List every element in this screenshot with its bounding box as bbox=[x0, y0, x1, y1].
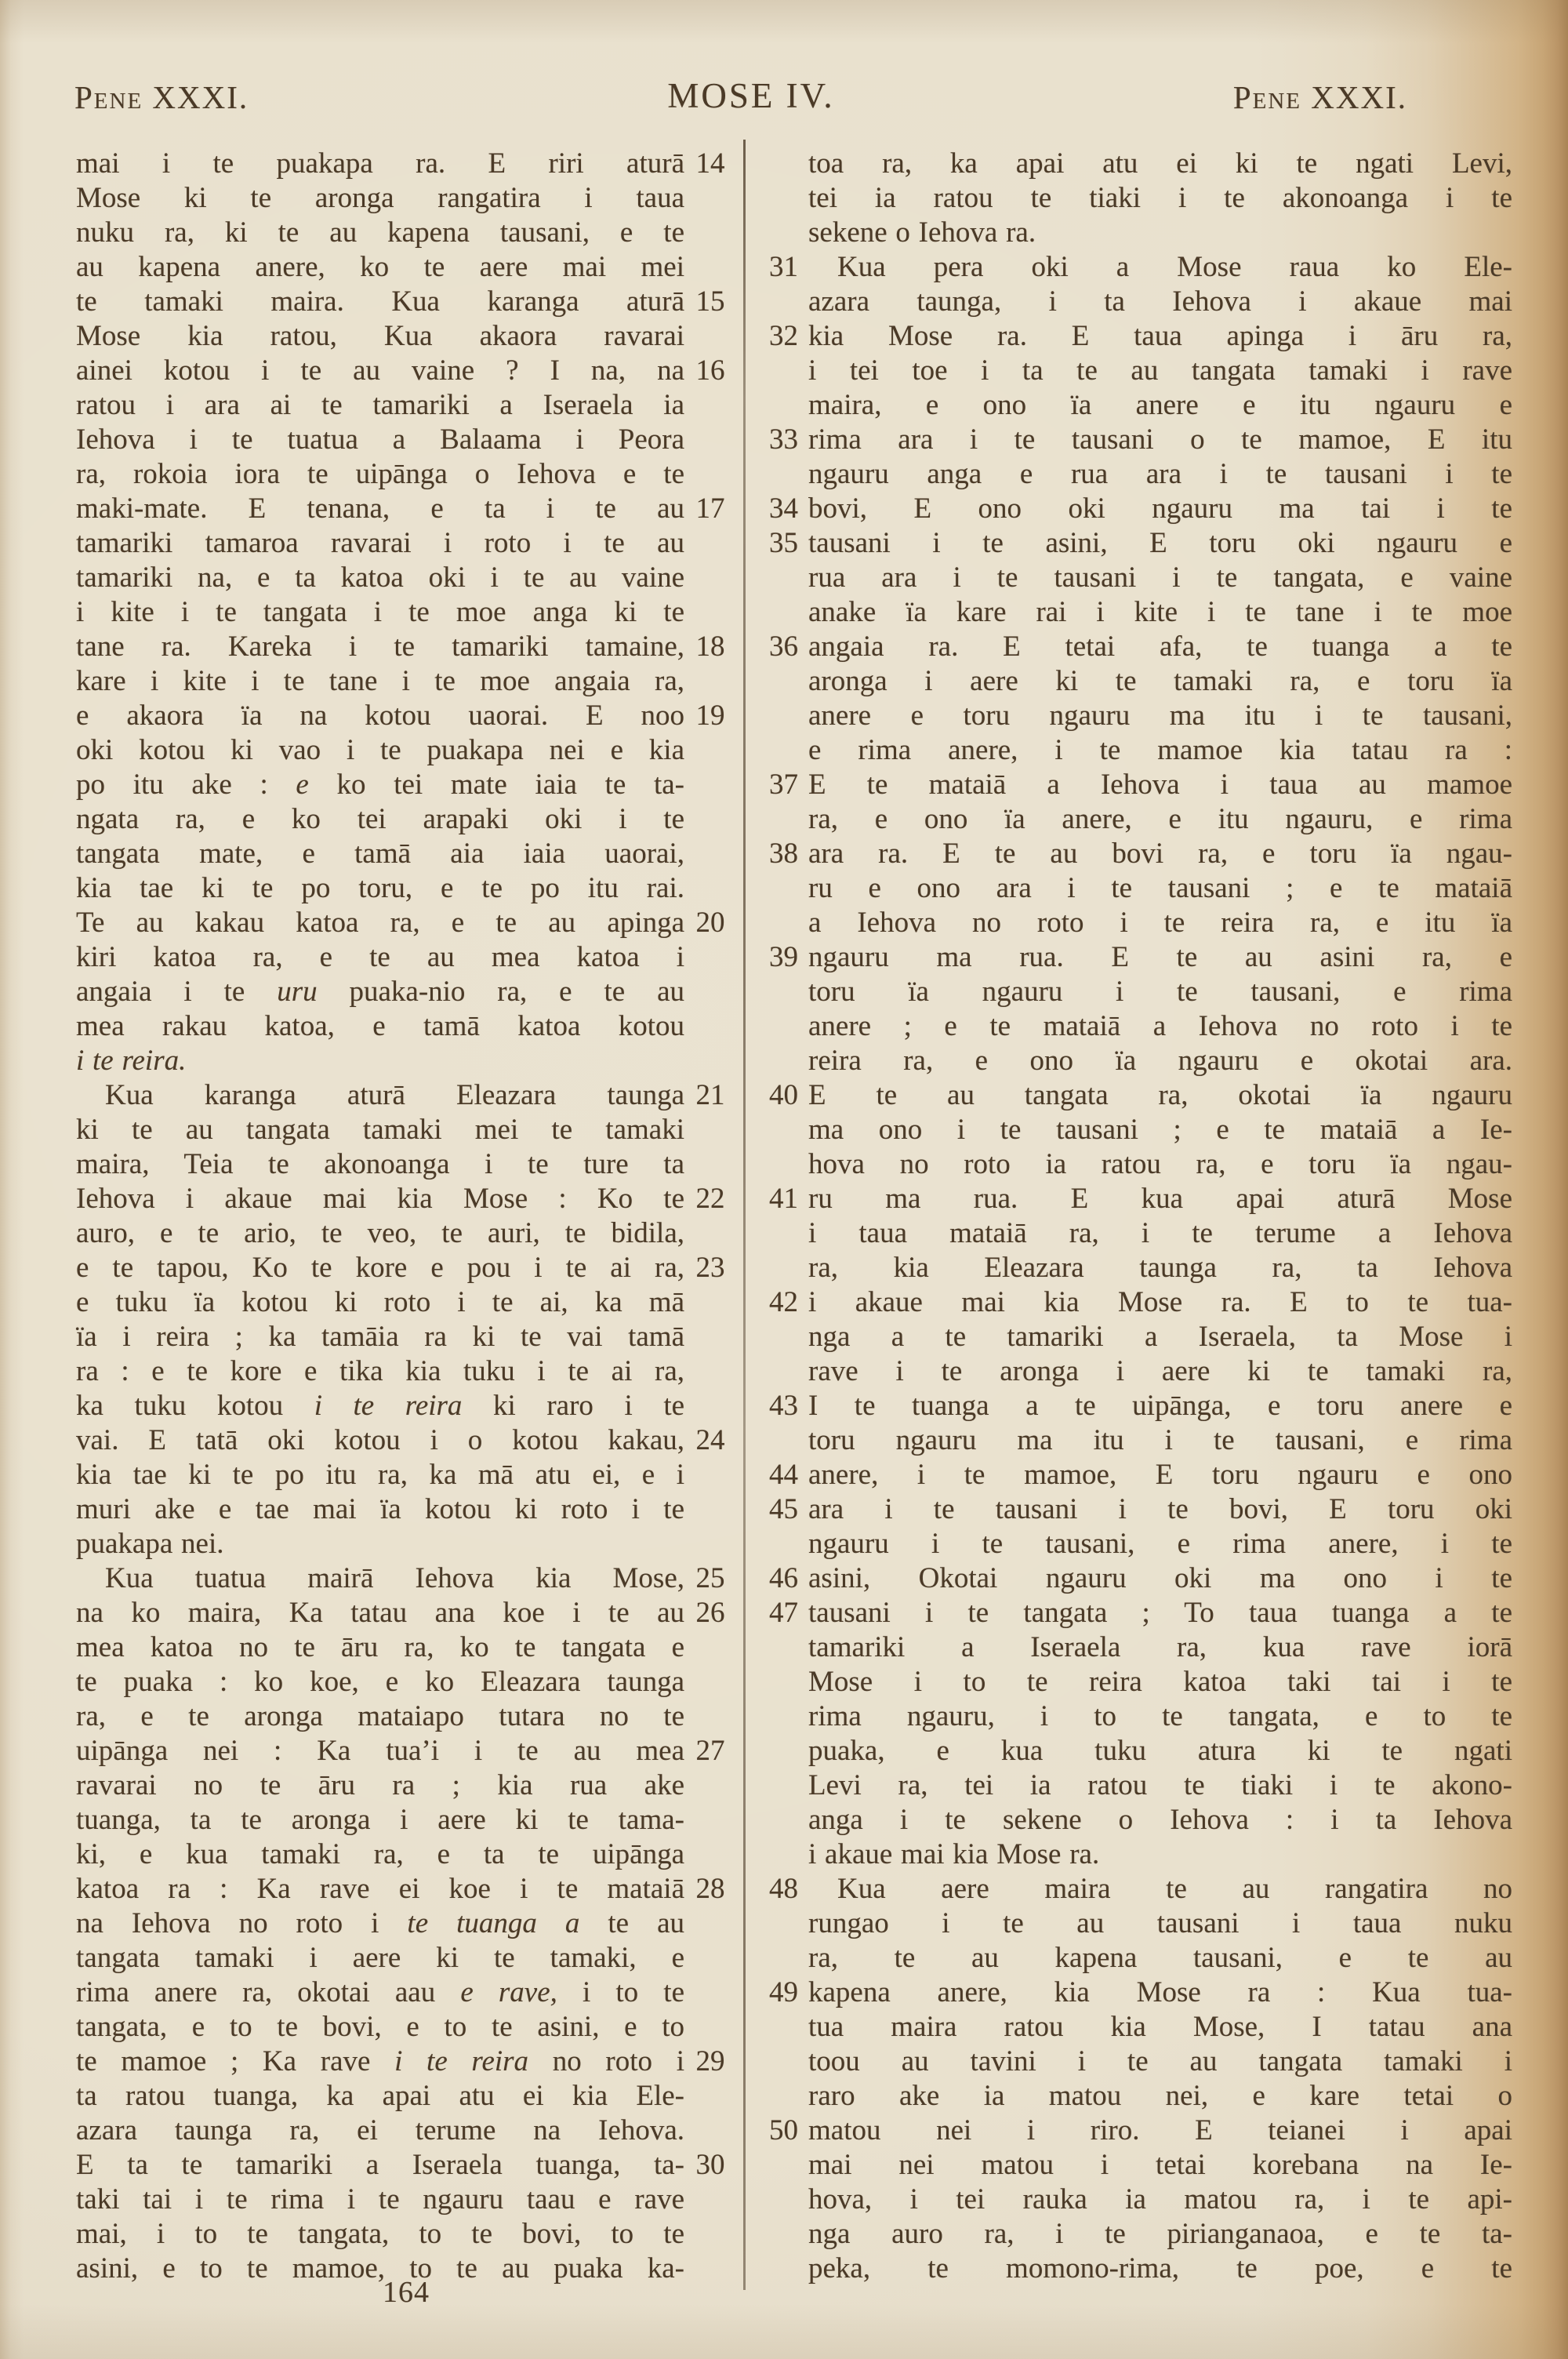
text-line: hova no roto ia ratou ra, e toru ïa ngau- bbox=[808, 1148, 1512, 1180]
text-line: po itu ake : e ko tei mate iaia te ta- bbox=[76, 769, 684, 801]
verse-number: 44 bbox=[769, 1459, 798, 1491]
text-line: na ko maira, Ka tatau ana koe i te au bbox=[76, 1597, 684, 1629]
text-line: sekene o Iehova ra. bbox=[808, 216, 1036, 249]
text-line: nuku ra, ki te au kapena tausani, e te bbox=[76, 216, 684, 249]
text-line: mea rakau katoa, e tamā katoa kotou bbox=[76, 1010, 684, 1042]
text-line: e rima anere, i te mamoe kia tatau ra : bbox=[808, 734, 1512, 766]
verse-number: 36 bbox=[769, 631, 798, 663]
text-line: ngauru anga e rua ara i te tausani i te bbox=[808, 458, 1512, 490]
text-line: mai nei matou i tetai korebana na Ie- bbox=[808, 2149, 1512, 2181]
verse-number: 33 bbox=[769, 423, 798, 456]
text-line: rua ara i te tausani i te tangata, e vaine bbox=[808, 562, 1512, 594]
text-line: ngauru ma rua. E te au asini ra, e bbox=[808, 941, 1512, 973]
verse-number: 32 bbox=[769, 320, 798, 352]
verse-number: 42 bbox=[769, 1286, 798, 1318]
text-line: toru ngauru ma itu i te tausani, e rima bbox=[808, 1424, 1512, 1456]
text-line: Mose kia ratou, Kua akaora ravarai bbox=[76, 320, 684, 352]
text-line: rima anere ra, okotai aau e rave, i to te bbox=[76, 1976, 685, 2008]
text-line: ïa i reira ; ka tamāia ra ki te vai tamā bbox=[76, 1321, 684, 1353]
text-line: i akaue mai kia Mose ra. bbox=[808, 1838, 1100, 1870]
text-line: na Iehova no roto i te tuanga a te au bbox=[76, 1907, 684, 1939]
text-line: tangata mate, e tamā aia iaia uaorai, bbox=[76, 838, 684, 870]
text-line: E ta te tamariki a Iseraela tuanga, ta- bbox=[76, 2149, 684, 2181]
verse-number: 47 bbox=[769, 1597, 798, 1629]
text-line: azara taunga ra, ei terume na Iehova. bbox=[76, 2114, 684, 2146]
text-line: anga i te sekene o Iehova : i ta Iehova bbox=[808, 1804, 1512, 1836]
text-line: angaia i te uru puaka-nio ra, e te au bbox=[76, 976, 684, 1008]
text-line: a Iehova no roto i te reira ra, e itu ïa bbox=[808, 907, 1512, 939]
text-line: vai. E tatā oki kotou i o kotou kakau, bbox=[76, 1424, 684, 1456]
verse-number: 50 bbox=[769, 2114, 798, 2146]
text-line: i akaue mai kia Mose ra. E to te tua- bbox=[808, 1286, 1512, 1318]
text-line: uipānga nei : Ka tua’i i te au mea bbox=[76, 1735, 684, 1767]
text-line: tua maira ratou kia Mose, I tatau ana bbox=[808, 2011, 1512, 2043]
text-line: toru ïa ngauru i te tausani, e rima bbox=[808, 976, 1512, 1008]
text-line: angaia ra. E tetai afa, te tuanga a te bbox=[808, 631, 1512, 663]
verse-number: 27 bbox=[695, 1735, 725, 1767]
text-line: ra, e ono ïa anere, e itu ngauru, e rima bbox=[808, 803, 1512, 835]
text-line: anere e toru ngauru ma itu i te tausani, bbox=[808, 700, 1512, 732]
text-line: Kua pera oki a Mose raua ko Ele- bbox=[808, 251, 1512, 283]
text-line: ki, e kua tamaki ra, e ta te uipānga bbox=[76, 1838, 684, 1870]
left-column-text bbox=[76, 147, 684, 2286]
running-head-right: Pene XXXI. bbox=[1232, 79, 1407, 115]
verse-number: 30 bbox=[695, 2149, 725, 2181]
text-line: ru e ono ara i te tausani ; e te mataiā bbox=[808, 872, 1512, 904]
text-line: asini, e to te mamoe, to te au puaka ka- bbox=[76, 2252, 684, 2284]
verse-number: 29 bbox=[695, 2045, 725, 2077]
text-line: toou au tavini i te au tangata tamaki i bbox=[808, 2045, 1512, 2077]
column-divider-rule bbox=[743, 140, 746, 2290]
text-line: tausani i te asini, E toru oki ngauru e bbox=[808, 527, 1512, 559]
text-line: puakapa nei. bbox=[76, 1528, 224, 1560]
text-line: ra, rokoia iora te uipānga o Iehova e te bbox=[76, 458, 684, 490]
verse-number: 43 bbox=[769, 1390, 798, 1422]
text-line: Levi ra, tei ia ratou te tiaki i te akono- bbox=[808, 1769, 1512, 1801]
text-line: reira ra, e ono ïa ngauru e okotai ara. bbox=[808, 1045, 1512, 1077]
text-line: ainei kotou i te au vaine ? I na, na bbox=[76, 354, 684, 387]
text-line: te tamaki maira. Kua karanga aturā bbox=[76, 285, 684, 318]
verse-number: 46 bbox=[769, 1562, 798, 1594]
text-line: mai i te puakapa ra. E riri aturā bbox=[76, 147, 684, 180]
text-line: kia Mose ra. E taua apinga i āru ra, bbox=[808, 320, 1512, 352]
text-line: Kua aere maira te au rangatira no bbox=[808, 1873, 1512, 1905]
text-line: nga auro ra, i te pirianganaoa, e te ta- bbox=[808, 2218, 1512, 2250]
verse-number: 14 bbox=[695, 147, 725, 180]
verse-number: 39 bbox=[769, 941, 798, 973]
text-line: tane ra. Kareka i te tamariki tamaine, bbox=[76, 631, 684, 663]
text-line: oki kotou ki vao i te puakapa nei e kia bbox=[76, 734, 684, 766]
text-line: muri ake e tae mai ïa kotou ki roto i te bbox=[76, 1493, 684, 1525]
right-column-text bbox=[808, 147, 1512, 2286]
text-line: ma ono i te tausani ; e te mataiā a Ie- bbox=[808, 1114, 1512, 1146]
text-line: i taua mataiā ra, i te terume a Iehova bbox=[808, 1217, 1512, 1249]
text-line: rave i te aronga i aere ki te tamaki ra, bbox=[808, 1355, 1512, 1387]
text-line: bovi, E ono oki ngauru ma tai i te bbox=[808, 493, 1512, 525]
text-line: tamariki a Iseraela ra, kua rave iorā bbox=[808, 1631, 1512, 1663]
text-line: i te reira. bbox=[76, 1045, 187, 1077]
verse-number: 26 bbox=[695, 1597, 725, 1629]
text-line: tausani i te tangata ; To taua tuanga a te bbox=[808, 1597, 1512, 1629]
text-line: E te mataiā a Iehova i taua au mamoe bbox=[808, 769, 1512, 801]
text-line: peka, te momono-rima, te poe, e te bbox=[808, 2252, 1512, 2284]
verse-number: 37 bbox=[769, 769, 798, 801]
text-line: matou nei i riro. E teianei i apai bbox=[808, 2114, 1512, 2146]
text-line: maki-mate. E tenana, e ta i te au bbox=[76, 493, 684, 525]
verse-number: 34 bbox=[769, 493, 798, 525]
text-line: Iehova i akaue mai kia Mose : Ko te bbox=[76, 1183, 684, 1215]
text-line: azara taunga, i ta Iehova i akaue mai bbox=[808, 285, 1512, 318]
verse-number: 25 bbox=[695, 1562, 725, 1594]
right-verse-gutter bbox=[754, 147, 798, 2288]
text-line: rima ara i te tausani o te mamoe, E itu bbox=[808, 423, 1512, 456]
text-line: kia tae ki te po toru, e te po itu rai. bbox=[76, 872, 684, 904]
verse-number: 22 bbox=[695, 1183, 725, 1215]
text-line: e tuku ïa kotou ki roto i te ai, ka mā bbox=[76, 1286, 684, 1318]
text-line: hova, i tei rauka ia matou ra, i te api- bbox=[808, 2183, 1512, 2215]
verse-number: 40 bbox=[769, 1079, 798, 1111]
text-line: kia tae ki te po itu ra, ka mā atu ei, e i bbox=[76, 1459, 684, 1491]
text-line: tamariki na, e ta katoa oki i te au vaine bbox=[76, 562, 684, 594]
text-line: Kua tuatua mairā Iehova kia Mose, bbox=[76, 1562, 684, 1594]
text-line: rungao i te au tausani i taua nuku bbox=[808, 1907, 1512, 1939]
text-line: ngata ra, e ko tei arapaki oki i te bbox=[76, 803, 684, 835]
text-line: ru ma rua. E kua apai aturā Mose bbox=[808, 1183, 1512, 1215]
text-line: raro ake ia matou nei, e kare tetai o bbox=[808, 2080, 1512, 2112]
verse-number: 24 bbox=[695, 1424, 725, 1456]
text-line: I te tuanga a te uipānga, e toru anere e bbox=[808, 1390, 1512, 1422]
text-line: ara i te tausani i te bovi, E toru oki bbox=[808, 1493, 1512, 1525]
text-line: ngauru i te tausani, e rima anere, i te bbox=[808, 1528, 1512, 1560]
text-line: tangata tamaki i aere ki te tamaki, e bbox=[76, 1942, 684, 1974]
text-line: ra, kia Eleazara taunga ra, ta Iehova bbox=[808, 1252, 1512, 1284]
text-line: katoa ra : Ka rave ei koe i te mataiā bbox=[76, 1873, 684, 1905]
text-line: ra, te au kapena tausani, e te au bbox=[808, 1942, 1512, 1974]
verse-number: 38 bbox=[769, 838, 798, 870]
verse-number: 49 bbox=[769, 1976, 798, 2008]
text-line: mai, i to te tangata, to te bovi, to te bbox=[76, 2218, 684, 2250]
text-line: tuanga, ta te aronga i aere ki te tama- bbox=[76, 1804, 684, 1836]
text-line: tei ia ratou te tiaki i te akonoanga i te bbox=[808, 182, 1512, 214]
text-line: ara ra. E te au bovi ra, e toru ïa ngau- bbox=[808, 838, 1512, 870]
text-line: ravarai no te āru ra ; kia rua ake bbox=[76, 1769, 684, 1801]
text-line: te puaka : ko koe, e ko Eleazara taunga bbox=[76, 1666, 684, 1698]
text-line: E te au tangata ra, okotai ïa ngauru bbox=[808, 1079, 1512, 1111]
text-line: kare i kite i te tane i te moe angaia ra, bbox=[76, 665, 684, 697]
text-line: Mose i to te reira katoa taki tai i te bbox=[808, 1666, 1512, 1698]
text-line: anere ; e te mataiā a Iehova no roto i te bbox=[808, 1010, 1512, 1042]
text-line: Kua karanga aturā Eleazara taunga bbox=[76, 1079, 684, 1111]
verse-number: 20 bbox=[695, 907, 725, 939]
text-line: te mamoe ; Ka rave i te reira no roto i bbox=[76, 2045, 684, 2077]
text-line: auro, e te ario, te veo, te auri, te bidila, bbox=[76, 1217, 684, 1249]
text-line: taki tai i te rima i te ngauru taau e rave bbox=[76, 2183, 684, 2215]
text-line: e akaora ïa na kotou uaorai. E noo bbox=[76, 700, 684, 732]
verse-number: 21 bbox=[695, 1079, 725, 1111]
text-line: Te au kakau katoa ra, e te au apinga bbox=[76, 907, 684, 939]
verse-number: 15 bbox=[695, 285, 725, 318]
left-verse-gutter bbox=[688, 147, 732, 2288]
verse-number: 41 bbox=[769, 1183, 798, 1215]
text-line: e te tapou, Ko te kore e pou i te ai ra, bbox=[76, 1252, 684, 1284]
text-line: ratou i ara ai te tamariki a Iseraela ia bbox=[76, 389, 684, 421]
verse-number: 17 bbox=[695, 493, 725, 525]
text-line: asini, Okotai ngauru oki ma ono i te bbox=[808, 1562, 1512, 1594]
running-head-left: Pene XXXI. bbox=[74, 79, 249, 115]
verse-number: 19 bbox=[695, 700, 725, 732]
text-line: au kapena anere, ko te aere mai mei bbox=[76, 251, 684, 283]
text-line: maira, Teia te akonoanga i te ture ta bbox=[76, 1148, 684, 1180]
text-line: toa ra, ka apai atu ei ki te ngati Levi, bbox=[808, 147, 1512, 180]
running-head-book-title: MOSE IV. bbox=[667, 76, 835, 115]
text-line: anake ïa kare rai i kite i te tane i te moe bbox=[808, 596, 1512, 628]
text-line: puaka, e kua tuku atura ki te ngati bbox=[808, 1735, 1512, 1767]
verse-number: 28 bbox=[695, 1873, 725, 1905]
text-line: mea katoa no te āru ra, ko te tangata e bbox=[76, 1631, 684, 1663]
text-line: maira, e ono ïa anere e itu ngauru e bbox=[808, 389, 1512, 421]
verse-number: 16 bbox=[695, 354, 725, 387]
text-line: ra, e te aronga mataiapo tutara no te bbox=[76, 1700, 684, 1732]
page-number: 164 bbox=[383, 2276, 430, 2309]
text-line: anere, i te mamoe, E toru ngauru e ono bbox=[808, 1459, 1512, 1491]
verse-number: 23 bbox=[695, 1252, 725, 1284]
text-line: kiri katoa ra, e te au mea katoa i bbox=[76, 941, 684, 973]
text-line: Iehova i te tuatua a Balaama i Peora bbox=[76, 423, 684, 456]
text-line: aronga i aere ki te tamaki ra, e toru ïa bbox=[808, 665, 1512, 697]
text-line: ra : e te kore e tika kia tuku i te ai ra, bbox=[76, 1355, 684, 1387]
text-line: tangata, e to te bovi, e to te asini, e to bbox=[76, 2011, 684, 2043]
verse-number: 45 bbox=[769, 1493, 798, 1525]
verse-number: 18 bbox=[695, 631, 725, 663]
verse-number: 31 bbox=[769, 251, 798, 283]
text-line: rima ngauru, i to te tangata, e to te bbox=[808, 1700, 1512, 1732]
verse-number: 48 bbox=[769, 1873, 798, 1905]
text-line: tamariki tamaroa ravarai i roto i te au bbox=[76, 527, 684, 559]
text-line: i tei toe i ta te au tangata tamaki i rave bbox=[808, 354, 1512, 387]
verse-number: 35 bbox=[769, 527, 798, 559]
text-line: ki te au tangata tamaki mei te tamaki bbox=[76, 1114, 684, 1146]
text-line: ka tuku kotou i te reira ki raro i te bbox=[76, 1390, 685, 1422]
text-line: kapena anere, kia Mose ra : Kua tua- bbox=[808, 1976, 1512, 2008]
text-line: nga a te tamariki a Iseraela, ta Mose i bbox=[808, 1321, 1512, 1353]
text-line: Mose ki te aronga rangatira i taua bbox=[76, 182, 684, 214]
text-line: i kite i te tangata i te moe anga ki te bbox=[76, 596, 684, 628]
text-line: ta ratou tuanga, ka apai atu ei kia Ele- bbox=[76, 2080, 684, 2112]
